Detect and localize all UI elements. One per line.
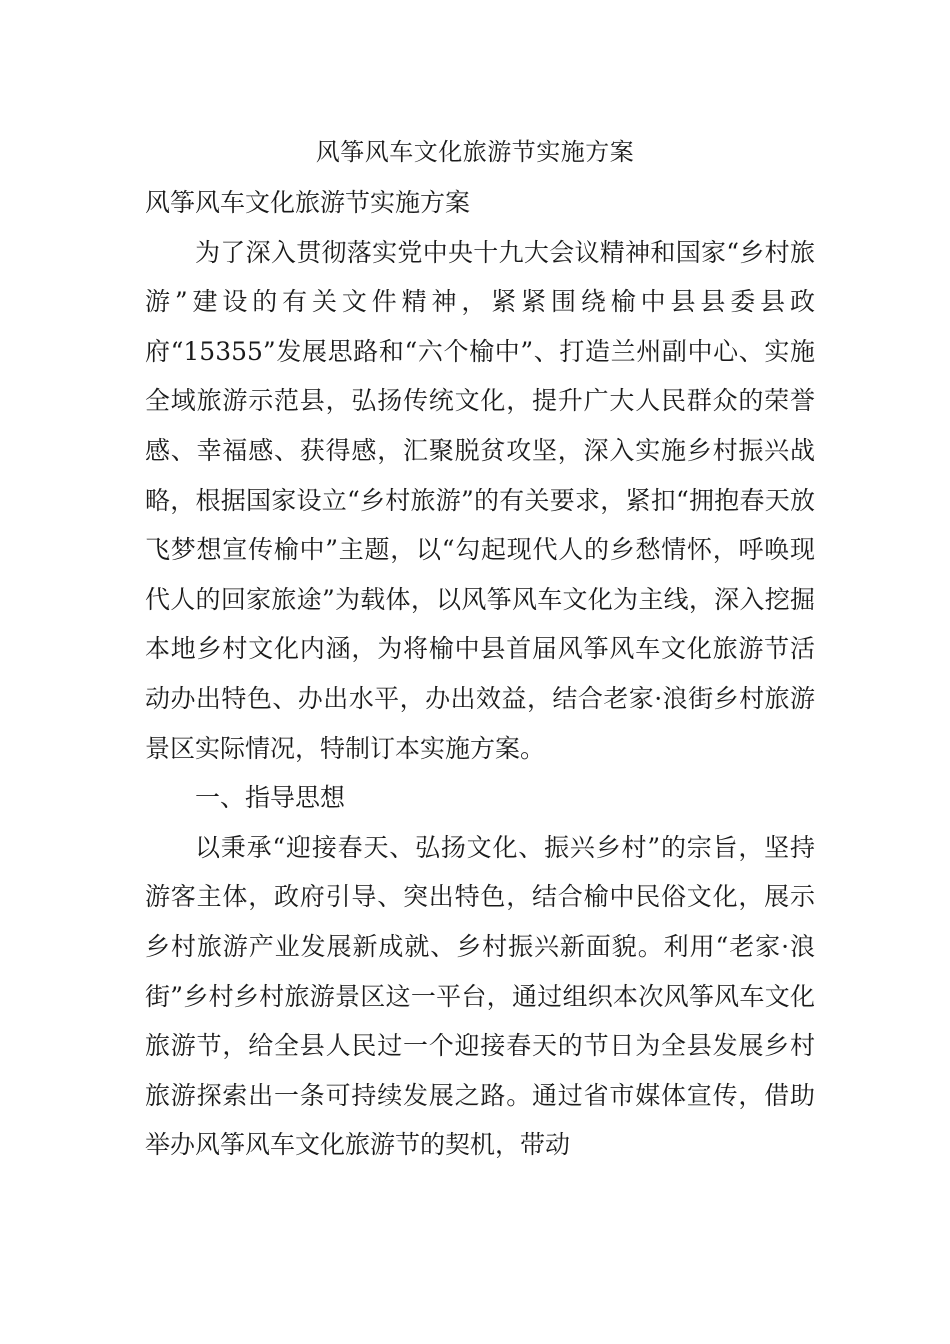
page-title: 风筝风车文化旅游节实施方案 bbox=[315, 138, 635, 166]
section-heading-guiding-ideology: 一、指导思想 bbox=[195, 783, 346, 813]
document-subtitle: 风筝风车文化旅游节实施方案 bbox=[145, 188, 471, 217]
intro-paragraph: 为了深入贯彻落实党中央十九大会议精神和国家“乡村旅游”建设的有关文件精神，紧紧围绕榆中县县委县政府“15355”发展思路和“六个榆中”、打造兰州副中心、实施全域旅游示范县，弘扬传统文化，提升广大人民群众的荣誉感、幸福感、获得感，汇聚脱贫攻坚，深入实施乡村振兴战略，根据国家设立“乡村旅游”的有关要求，紧扣“拥抱春天放飞梦想宣传榆中”主题，以“勾起现代人的乡愁情怀，呼唤现代人的回家旅途”为载体，以风筝风车文化为主线，深入挖掘本地乡村文化内涵，为将榆中县首届风筝风车文化旅游节活动办出特色、办出水平，办出效益，结合老家·浪街乡村旅游景区实际情况，特制订本实施方案。 bbox=[145, 237, 815, 763]
document-body bbox=[145, 178, 815, 1170]
guiding-ideology-paragraph: 以秉承“迎接春天、弘扬文化、振兴乡村”的宗旨，坚持游客主体，政府引导、突出特色，结合榆中民俗文化，展示乡村旅游产业发展新成就、乡村振兴新面貌。利用“老家·浪街”乡村乡村旅游景区这一平台，通过组织本次风筝风车文化旅游节，给全县人民过一个迎接春天的节日为全县发展乡村旅游探索出一条可持续发展之路。通过省市媒体宣传，借助举办风筝风车文化旅游节的契机，带动 bbox=[145, 832, 815, 1160]
